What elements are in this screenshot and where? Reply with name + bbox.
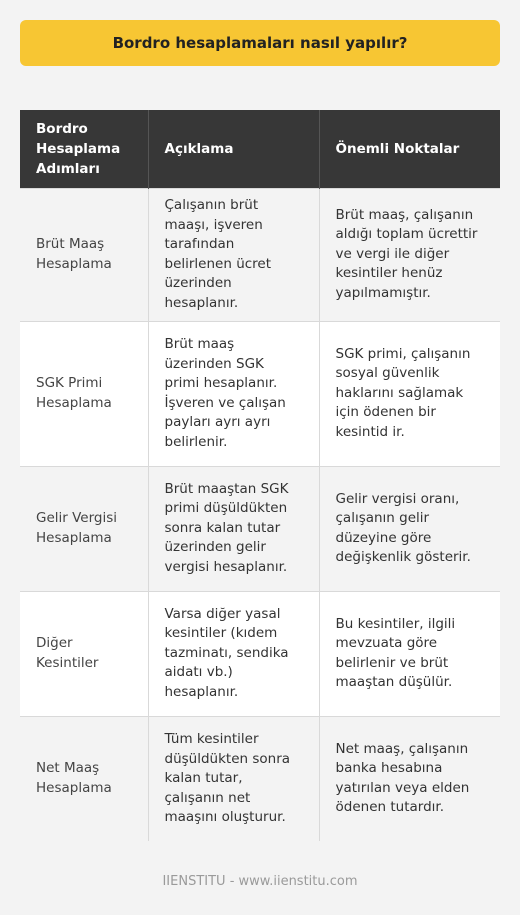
- notes-cell: Net maaş, çalışanın banka hesabına yatırılan veya elden ödenen tutardır.: [319, 716, 500, 841]
- page-title: Bordro hesaplamaları nasıl yapılır?: [20, 20, 500, 66]
- header-description: Açıklama: [148, 110, 319, 188]
- step-cell: SGK Primi Hesaplama: [20, 321, 148, 466]
- header-notes: Önemli Noktalar: [319, 110, 500, 188]
- footer-source: IIENSTITU - www.iienstitu.com: [162, 874, 358, 889]
- description-cell: Tüm kesintiler düşüldükten sonra kalan tutar, çalışanın net maaşını oluşturur.: [148, 716, 319, 841]
- notes-cell: Gelir vergisi oranı, çalışanın gelir düzeyine göre değişkenlik gösterir.: [319, 466, 500, 591]
- description-cell: Brüt maaş üzerinden SGK primi hesaplanır. İşveren ve çalışan payları ayrı ayrı belirlenir.: [148, 321, 319, 466]
- step-cell: Net Maaş Hesaplama: [20, 716, 148, 841]
- table-row: [20, 716, 500, 841]
- step-cell: Diğer Kesintiler: [20, 591, 148, 716]
- table-header-row: [20, 110, 500, 188]
- table-row: [20, 321, 500, 466]
- description-cell: Çalışanın brüt maaşı, işveren tarafından belirlenen ücret üzerinden hesaplanır.: [148, 188, 319, 321]
- header-steps: Bordro Hesaplama Adımları: [20, 110, 148, 188]
- notes-cell: Bu kesintiler, ilgili mevzuata göre belirlenir ve brüt maaştan düşülür.: [319, 591, 500, 716]
- table-row: [20, 466, 500, 591]
- notes-cell: Brüt maaş, çalışanın aldığı toplam ücrettir ve vergi ile diğer kesintiler henüz yapılmamıştır.: [319, 188, 500, 321]
- notes-cell: SGK primi, çalışanın sosyal güvenlik haklarını sağlamak için ödenen bir kesintid ir.: [319, 321, 500, 466]
- description-cell: Varsa diğer yasal kesintiler (kıdem tazminatı, sendika aidatı vb.) hesaplanır.: [148, 591, 319, 716]
- payroll-table-container: [20, 110, 500, 841]
- step-cell: Gelir Vergisi Hesaplama: [20, 466, 148, 591]
- table-row: [20, 591, 500, 716]
- payroll-table: [20, 110, 500, 841]
- description-cell: Brüt maaştan SGK primi düşüldükten sonra kalan tutar üzerinden gelir vergisi hesaplanır.: [148, 466, 319, 591]
- table-row: [20, 188, 500, 321]
- step-cell: Brüt Maaş Hesaplama: [20, 188, 148, 321]
